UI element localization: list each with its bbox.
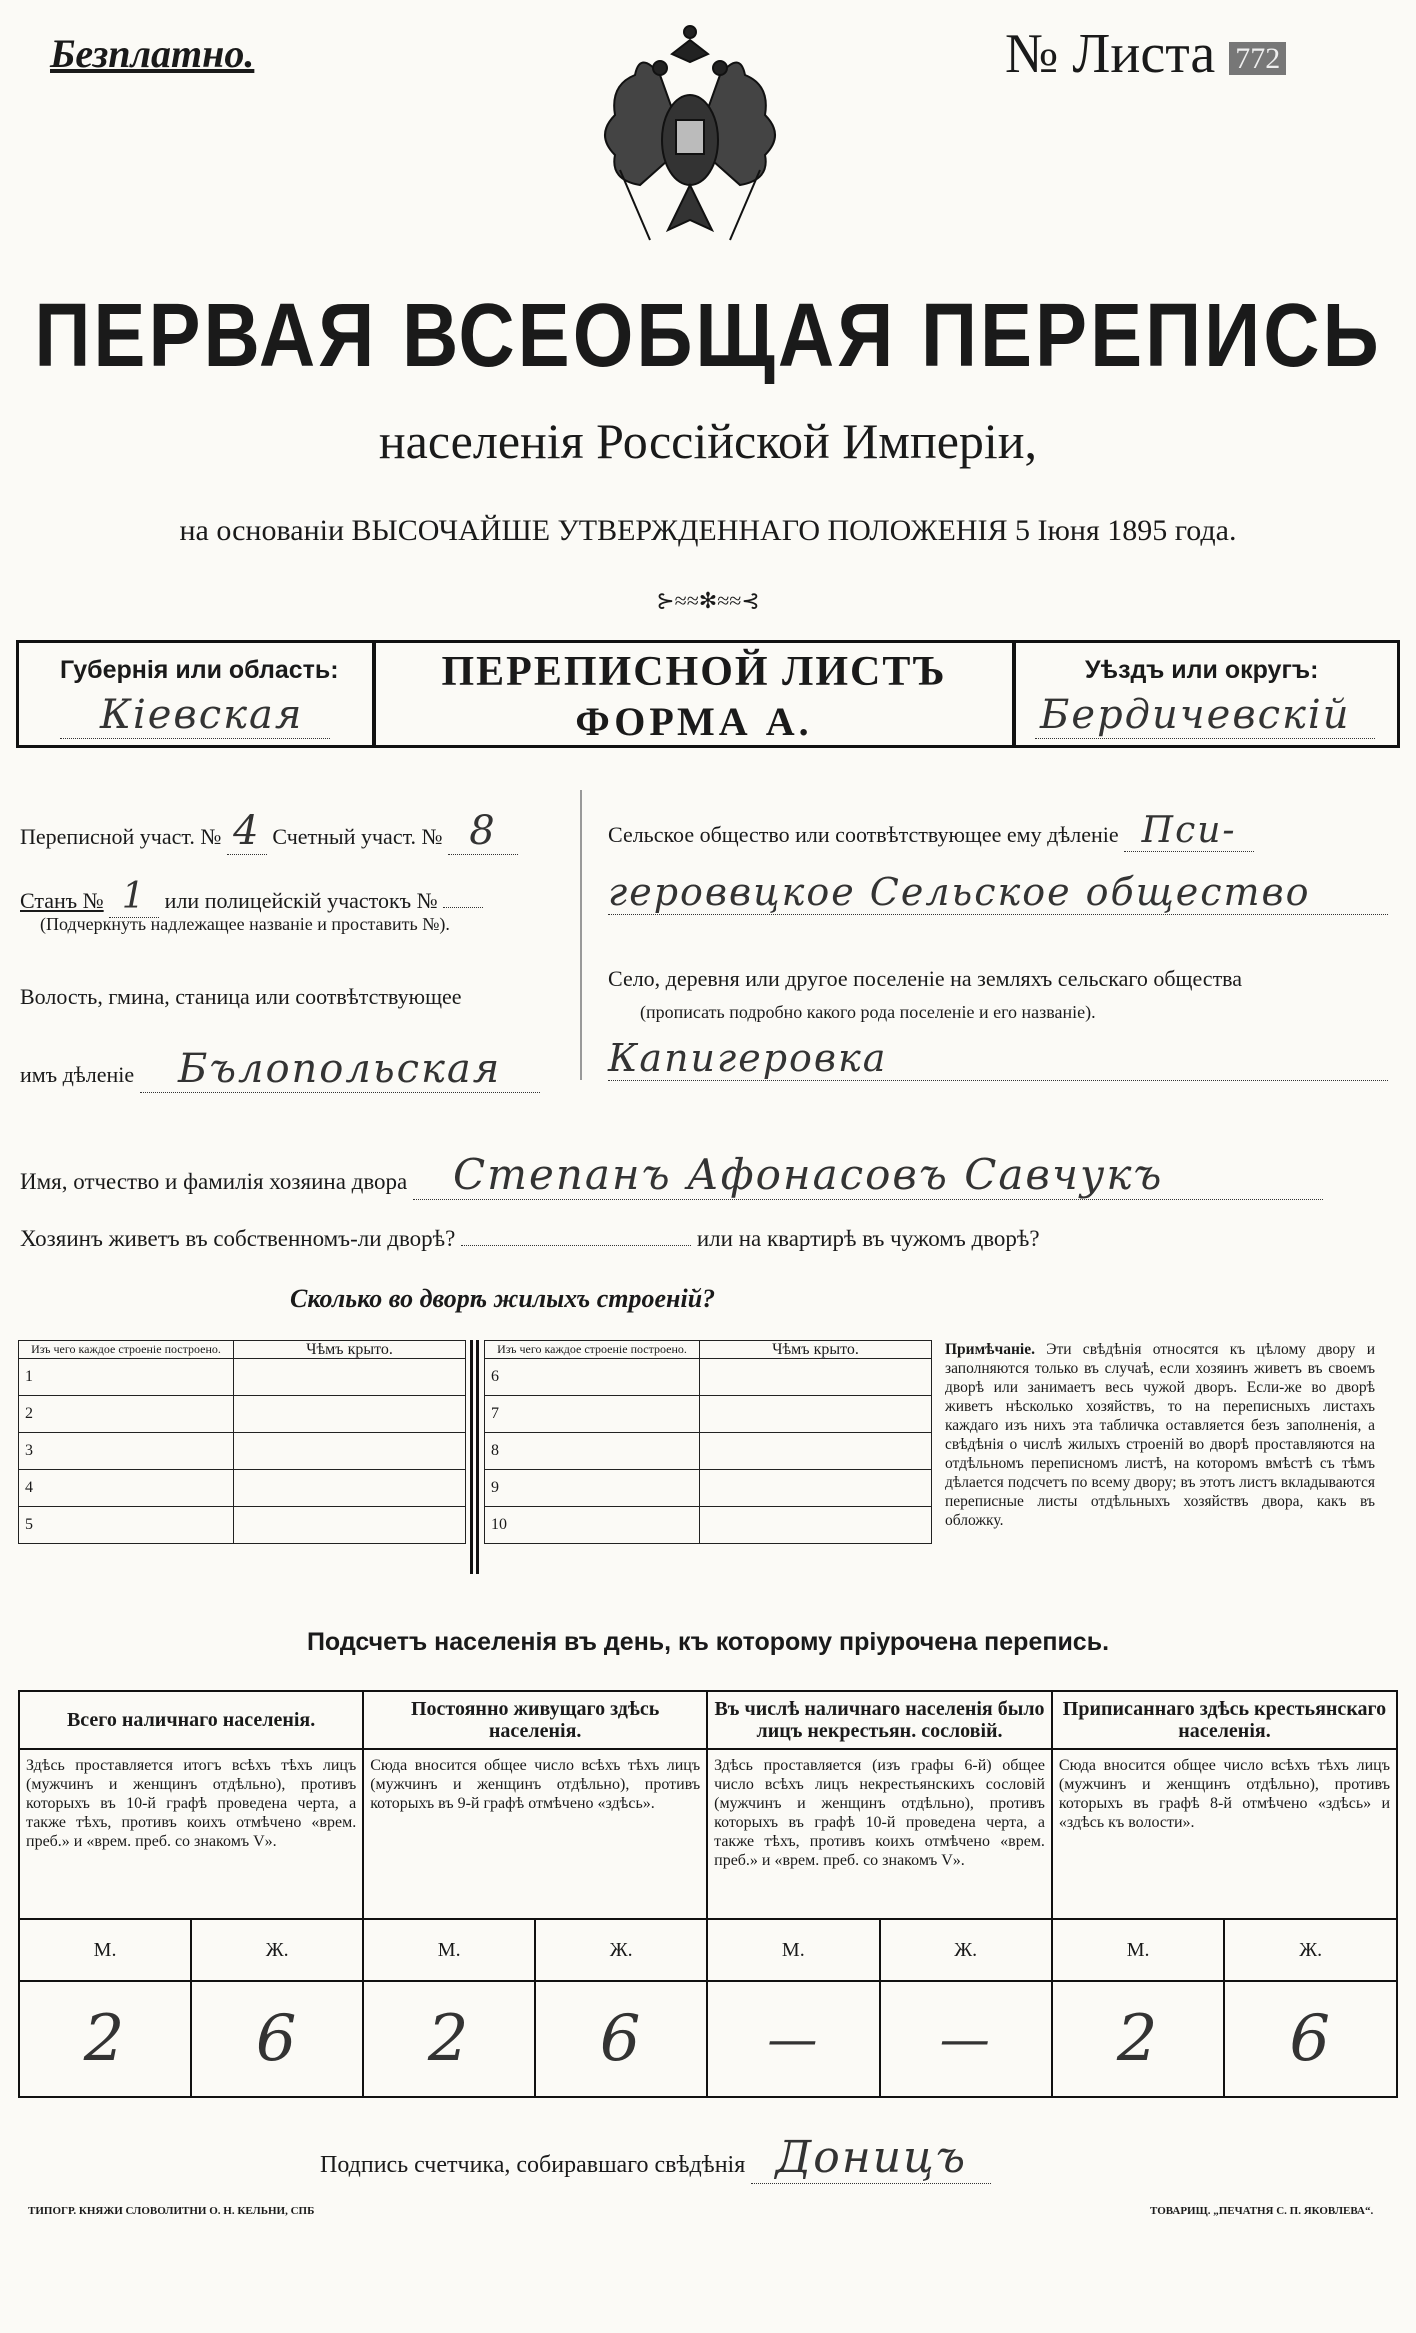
note-text: Эти свѣдѣнія относятся къ цѣлому двору и заполняются только въ случаѣ, если хозяинъ живетъ въ своемъ дворѣ или занимаетъ весь чужой дворъ. Если-же во дворѣ живетъ нѣсколько хозяйствъ, то на переписныхъ листахъ каждаго изъ нихъ эта табличка оставляется безъ заполненія, а свѣдѣнія о числѣ жилыхъ строеній во дворѣ проставляются на отдѣльномъ переписномъ листѣ, на которомъ вмѣстѣ съ тѣмъ дѣлается подсчетъ по всему двору; въ этотъ листъ вкладываются переписные листы отдѣльныхъ хозяйствъ двора, какъ въ обложку.: [945, 1341, 1376, 1529]
district-value: Бердичевскій: [1040, 692, 1351, 738]
col-title: Постоянно живущаго здѣсь населенія.: [363, 1691, 707, 1749]
col-roof: Чѣмъ крыто.: [700, 1341, 932, 1359]
census-subtitle: населенія Россійской Имперіи,: [378, 413, 1038, 469]
table-row: 6: [485, 1359, 932, 1396]
male-count: —: [707, 1981, 879, 2097]
form-title: ПЕРЕПИСНОЙ ЛИСТЪ: [441, 649, 947, 695]
district-label: Уѣздъ или округъ:: [1085, 656, 1319, 684]
col-desc: Сюда вносится общее число всѣхъ тѣхъ лицъ (мужчинъ и женщинъ отдѣльно), противъ которыхъ въ графѣ 8-й отмѣчено «здѣсь» и «здѣсь къ волости».: [1052, 1749, 1397, 1919]
table-row: 7: [485, 1396, 932, 1433]
census-basis: на основаніи ВЫСОЧАЙШЕ УТВЕРЖДЕННАГО ПОЛОЖЕНІЯ 5 Іюня 1895 года.: [179, 514, 1237, 547]
counting-section-value: 8: [448, 808, 518, 855]
police-label: или полицейскій участокъ №: [164, 888, 438, 913]
male-header: М.: [1052, 1919, 1225, 1981]
society-value-2: героввцкое Сельское общество: [608, 870, 1388, 915]
province-value: Кіевская: [100, 692, 304, 738]
female-count: 6: [191, 1981, 363, 2097]
col-desc: Здѣсь проставляется итогъ всѣхъ тѣхъ лицъ (мужчинъ и женщинъ отдѣльно), противъ которыхъ въ 10-й графѣ проведена черта, а также тѣхъ, противъ коихъ отмѣчено «врем. преб.» и «врем. преб. со знакомъ V».: [19, 1749, 363, 1919]
own-yard-label: Хозяинъ живетъ въ собственномъ-ли дворѣ?: [20, 1226, 456, 1251]
society-label: Сельское общество или соотвѣтствующее ему дѣленіе: [608, 822, 1119, 847]
female-count: 6: [1224, 1981, 1397, 2097]
table-row: 5: [19, 1507, 466, 1544]
rent-yard-label: или на квартирѣ въ чужомъ дворѣ?: [696, 1226, 1040, 1251]
col-title: Въ числѣ наличнаго населенія было лицъ некрестьян. сословій.: [707, 1691, 1052, 1749]
buildings-table-right: [484, 1340, 932, 1544]
male-header: М.: [707, 1919, 879, 1981]
col-title: Приписаннаго здѣсь крестьянскаго населенія.: [1052, 1691, 1397, 1749]
census-title: ПЕРВАЯ ВСЕОБЩАЯ ПЕРЕПИСЬ: [34, 284, 1382, 386]
sheet-label: № Листа: [1005, 23, 1216, 85]
village-note: (прописать подробно какого рода поселеніе и его названіе).: [640, 1002, 1096, 1022]
female-count: 6: [535, 1981, 707, 2097]
ornament: ⊱≈≈✻≈≈⊰: [656, 588, 760, 613]
stan-value: 1: [109, 876, 159, 918]
village-value: Капигеровка: [608, 1036, 1388, 1081]
signature-label: Подпись счетчика, собиравшаго свѣдѣнія: [320, 2152, 746, 2178]
imperial-eagle-icon: [590, 20, 790, 260]
table-row: 10: [485, 1507, 932, 1544]
province-label: Губернія или область:: [60, 656, 339, 684]
sheet-number-label: [1005, 22, 1286, 86]
volost-label-2: имъ дѣленіе: [20, 1062, 135, 1087]
village-label: Село, деревня или другое поселеніе на земляхъ сельскаго общества: [608, 966, 1243, 991]
male-header: М.: [19, 1919, 191, 1981]
table-row: 9: [485, 1470, 932, 1507]
population-heading: Подсчетъ населенія въ день, къ которому пріурочена перепись.: [306, 1628, 1110, 1656]
female-header: Ж.: [191, 1919, 363, 1981]
underline-note: (Подчеркнуть надлежащее названіе и проставить №).: [40, 914, 450, 934]
buildings-table-left: [18, 1340, 466, 1544]
table-row: 8: [485, 1433, 932, 1470]
table-row: 3: [19, 1433, 466, 1470]
col-material: Изъ чего каждое строеніе построено.: [485, 1341, 700, 1359]
stan-label: Станъ №: [20, 888, 104, 913]
volost-label: Волость, гмина, станица или соотвѣтствующее: [20, 984, 462, 1009]
male-header: М.: [363, 1919, 535, 1981]
printer-right: ТОВАРИЩ. „ПЕЧАТНЯ С. П. ЯКОВЛЕВА“.: [1150, 2205, 1374, 2217]
female-header: Ж.: [880, 1919, 1052, 1981]
female-count: —: [880, 1981, 1052, 2097]
census-section-label: Переписной участ. №: [20, 824, 222, 849]
volost-value: Бълопольская: [140, 1046, 540, 1093]
col-title: Всего наличнаго населенія.: [19, 1691, 363, 1749]
note-title: Примѣчаніе.: [945, 1341, 1035, 1358]
male-count: 2: [363, 1981, 535, 2097]
table-row: 2: [19, 1396, 466, 1433]
male-count: 2: [1052, 1981, 1225, 2097]
form-subtitle: ФОРМА А.: [575, 699, 813, 744]
col-material: Изъ чего каждое строеніе построено.: [19, 1341, 234, 1359]
free-label: Безплатно.: [50, 31, 255, 76]
owner-name-label: Имя, отчество и фамилія хозяина двора: [20, 1169, 408, 1194]
table-row: 1: [19, 1359, 466, 1396]
counting-section-label: Счетный участ. №: [272, 824, 443, 849]
col-desc: Сюда вносится общее число всѣхъ тѣхъ лицъ (мужчинъ и женщинъ отдѣльно), противъ которыхъ въ 9-й графѣ отмѣчено «здѣсь».: [363, 1749, 707, 1919]
signature-value: Доницъ: [751, 2132, 991, 2184]
population-table: [18, 1690, 1398, 2098]
owner-name-value: Степанъ Афонасовъ Савчукъ: [413, 1150, 1323, 1200]
female-header: Ж.: [1224, 1919, 1397, 1981]
col-desc: Здѣсь проставляется (изъ графы 6-й) общее число всѣхъ лицъ некрестьянскихъ сословій (мужчинъ и женщинъ отдѣльно), противъ которыхъ въ графѣ 10-й проведена черта, а также тѣхъ, противъ коихъ отмѣчено «врем. преб.» и «врем. преб. со знакомъ V».: [707, 1749, 1052, 1919]
col-roof: Чѣмъ крыто.: [234, 1341, 466, 1359]
printer-left: ТИПОГР. КНЯЖИ СЛОВОЛИТНИ О. Н. КЕЛЬНИ, СПБ: [28, 2205, 315, 2217]
sheet-number-value: 772: [1229, 42, 1286, 75]
note-block: [945, 1340, 1375, 1530]
society-value-1: Пси-: [1124, 810, 1254, 852]
female-header: Ж.: [535, 1919, 707, 1981]
male-count: 2: [19, 1981, 191, 2097]
table-row: 4: [19, 1470, 466, 1507]
census-section-value: 4: [227, 808, 267, 855]
buildings-question: Сколько во дворѣ жилыхъ строеній?: [290, 1284, 716, 1313]
